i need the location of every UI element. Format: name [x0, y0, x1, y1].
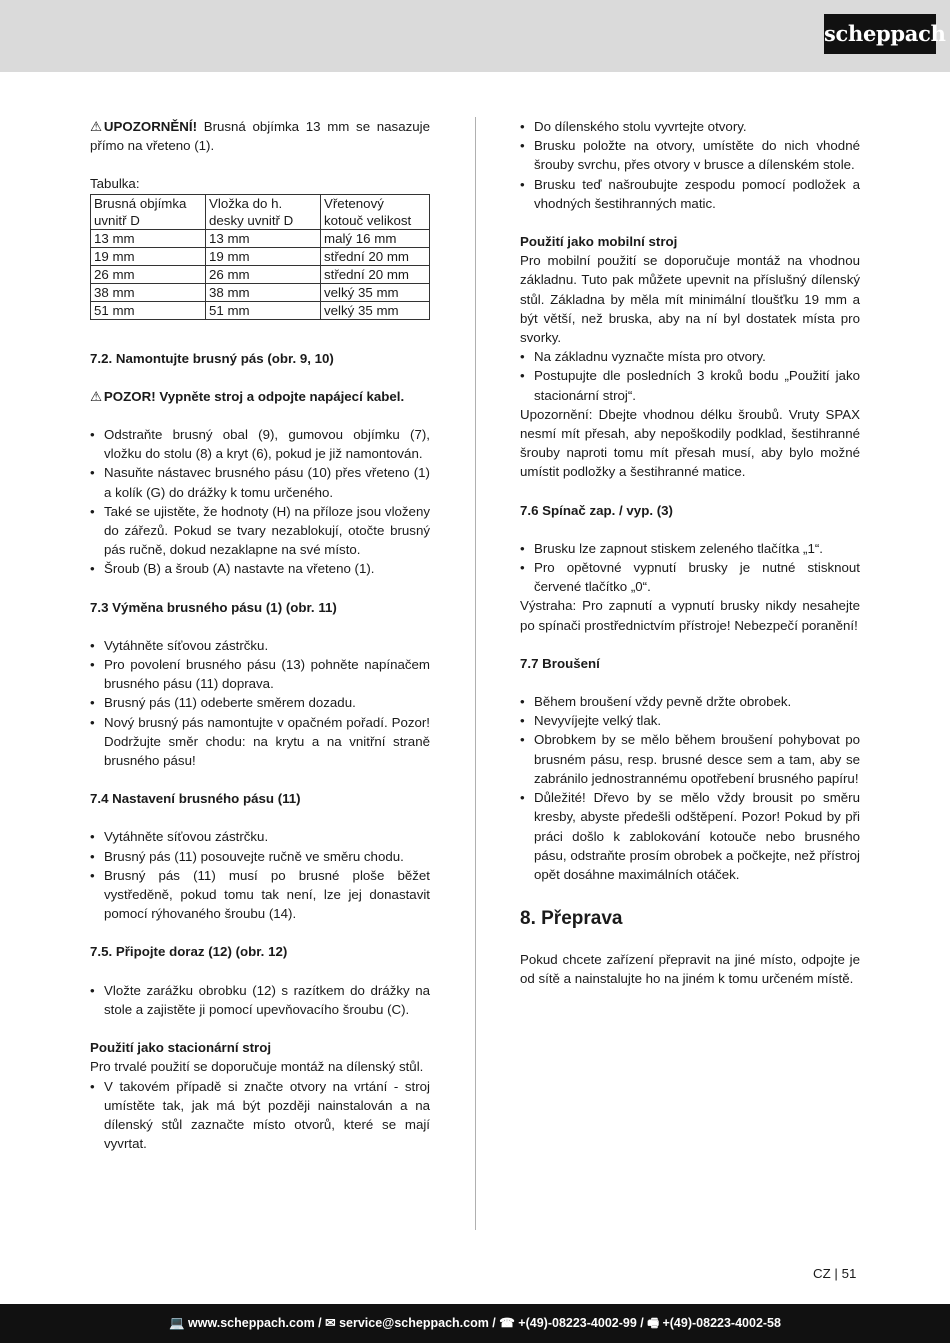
section-8-title: 8. Přeprava [520, 908, 623, 930]
list-item: • Pro povolení brusného pásu (13) pohněte napínačem brusného pásu (11) doprava. [90, 655, 430, 693]
list-item: • Důležité! Dřevo by se mělo vždy brousit po směru kresby, abyste předešli odštěpení. Pozor! Pokud by při práci došlo k zablokování kotouče nebo brusného pásu, odstraňte prosím obrobek a počkejte, než přístroj opět dosáhne maximálních otáček. [520, 788, 860, 884]
list-item: • Šroub (B) a šroub (A) nastavte na vřeteno (1). [90, 559, 430, 578]
list-item: • Nový brusný pás namontujte v opačném pořadí. Pozor! Dodržujte směr chodu: na krytu a na vnitřní straně brusného pásu! [90, 713, 430, 771]
list-item: • V takovém případě si značte otvory na vrtání - stroj umístěte tak, jak má být později nainstalován a na dílenský stůl zaznačte místo otvorů, které se mají vyvrtat. [90, 1077, 430, 1154]
stationary-title: Použití jako stacionární stroj [90, 1040, 272, 1056]
left-column [90, 117, 430, 1153]
mobile-title: Použití jako mobilní stroj [520, 234, 678, 250]
section-7-7-list [520, 692, 860, 884]
warning-triangle-icon: ⚠ [90, 388, 102, 404]
stationary-list-continued [520, 117, 860, 213]
table-row: 13 mm 13 mm malý 16 mm [91, 229, 430, 247]
list-item: • Odstraňte brusný obal (9), gumovou objímku (7), vložku do stolu (8) a kryt (6), pokud je již namontován. [90, 425, 430, 463]
list-item: • Brusku teď našroubujte zespodu pomocí podložek a vhodných šestihranných matic. [520, 175, 860, 213]
list-item: • Nasuňte nástavec brusného pásu (10) přes vřeteno (1) a kolík (G) do drážky k tomu určeného. [90, 463, 430, 501]
header-bar [0, 0, 950, 72]
caution-note: ⚠ POZOR! Vypněte stroj a odpojte napájecí kabel. [90, 387, 430, 406]
list-item: • Vložte zarážku obrobku (12) s razítkem do drážky na stole a zajistěte ji pomocí upevňovacího šroubu (C). [90, 981, 430, 1019]
column-divider [475, 117, 476, 1230]
list-item: • Do dílenského stolu vyvrtejte otvory. [520, 117, 860, 136]
list-item: • Vytáhněte síťovou zástrčku. [90, 827, 430, 846]
page-number: CZ | 51 [813, 1266, 857, 1281]
table-row: 26 mm 26 mm střední 20 mm [91, 265, 430, 283]
section-7-3-list [90, 636, 430, 770]
sleeve-table [90, 194, 430, 320]
stationary-list [90, 1077, 430, 1154]
section-7-5-title: 7.5. Připojte doraz (12) (obr. 12) [90, 944, 288, 960]
scheppach-logo: scheppach [824, 14, 936, 54]
section-7-7-title: 7.7 Broušení [520, 655, 600, 671]
section-7-6-list [520, 539, 860, 597]
stationary-text: Pro trvalé použití se doporučuje montáž na dílenský stůl. [90, 1059, 424, 1075]
right-column [520, 117, 860, 989]
list-item: • Na základnu vyznačte místa pro otvory. [520, 347, 860, 366]
mobile-note: Upozornění: Dbejte vhodnou délku šroubů. Vruty SPAX nesmí mít přesah, aby nepoškodily podklad, šestihranné šrouby naproti tomu mít přesah musí, aby bylo možné umístit podložky a šestihranné matice. [520, 406, 860, 480]
table-row: 19 mm 19 mm střední 20 mm [91, 247, 430, 265]
mobile-text: Pro mobilní použití se doporučuje montáž na vhodnou základnu. Tuto pak můžete upevnit na příslušný dílenský stůl. Základna by měla mít minimální tloušťku 19 mm a být větší, než bruska, aby na ní byl dostatek místa pro svorky. [520, 253, 860, 346]
warning-note: ⚠ UPOZORNĚNÍ! Brusná objímka 13 mm se nasazuje přímo na vřeteno (1). [90, 119, 430, 154]
section-7-3-title: 7.3 Výměna brusného pásu (1) (obr. 11) [90, 599, 337, 615]
section-8-text: Pokud chcete zařízení přepravit na jiné místo, odpojte je od sítě a nainstalujte ho na jiném k tomu určeném místě. [520, 952, 860, 987]
section-7-4-list [90, 827, 430, 923]
section-7-5-list [90, 981, 430, 1019]
footer-bar [0, 1304, 950, 1343]
table-row: 51 mm 51 mm velký 35 mm [91, 301, 430, 319]
list-item: • Obrobkem by se mělo během broušení pohybovat po brusném pásu, resp. brusné desce sem a tam, aby se zabránilo jednostrannému opotřebení brusného papíru! [520, 730, 860, 788]
list-item: • Brusku položte na otvory, umístěte do nich vhodné šrouby svrchu, přes otvory v brusce a dílenském stole. [520, 136, 860, 174]
warning-triangle-icon: ⚠ [90, 119, 102, 134]
list-item: • Nevyvíjejte velký tlak. [520, 711, 860, 730]
list-item: • Pro opětovné vypnutí brusky je nutné stisknout červené tlačítko „0“. [520, 558, 860, 596]
section-7-2-list [90, 425, 430, 579]
section-7-4-title: 7.4 Nastavení brusného pásu (11) [90, 791, 301, 807]
table-caption: Tabulka: [90, 176, 140, 192]
list-item: • Během broušení vždy pevně držte obrobek. [520, 692, 860, 711]
list-item: • Postupujte dle posledních 3 kroků bodu „Použití jako stacionární stroj“. [520, 366, 860, 404]
list-item: • Vytáhněte síťovou zástrčku. [90, 636, 430, 655]
table-header-row: Brusná objímka uvnitř D Vložka do h. desky uvnitř D Vřetenový kotouč velikost [91, 194, 430, 229]
list-item: • Také se ujistěte, že hodnoty (H) na příloze jsou vloženy do zářezů. Pokud se tvary nezablokují, otočte brusný pás ručně, dokud nezaklapne na své místo. [90, 502, 430, 560]
section-7-2-title: 7.2. Namontujte brusný pás (obr. 9, 10) [90, 350, 334, 366]
list-item: • Brusku lze zapnout stiskem zeleného tlačítka „1“. [520, 539, 860, 558]
table-row: 38 mm 38 mm velký 35 mm [91, 283, 430, 301]
section-7-6-note: Výstraha: Pro zapnutí a vypnutí brusky nikdy nesahejte po spínači prostřednictvím přístroje! Nebezpečí poranění! [520, 598, 860, 633]
section-7-6-title: 7.6 Spínač zap. / vyp. (3) [520, 502, 673, 518]
list-item: • Brusný pás (11) odeberte směrem dozadu. [90, 693, 430, 712]
list-item: • Brusný pás (11) posouvejte ručně ve směru chodu. [90, 847, 430, 866]
mobile-list [520, 347, 860, 405]
contact-info: 💻 www.scheppach.com / ✉ service@scheppach.com / ☎ +(49)-08223-4002-99 / 🖷 +(49)-08223-4002-58 [169, 1316, 781, 1330]
list-item: • Brusný pás (11) musí po brusné ploše běžet vystředěně, pokud tomu tak není, lze jej donastavit pomocí rýhovaného šroubu (14). [90, 866, 430, 924]
